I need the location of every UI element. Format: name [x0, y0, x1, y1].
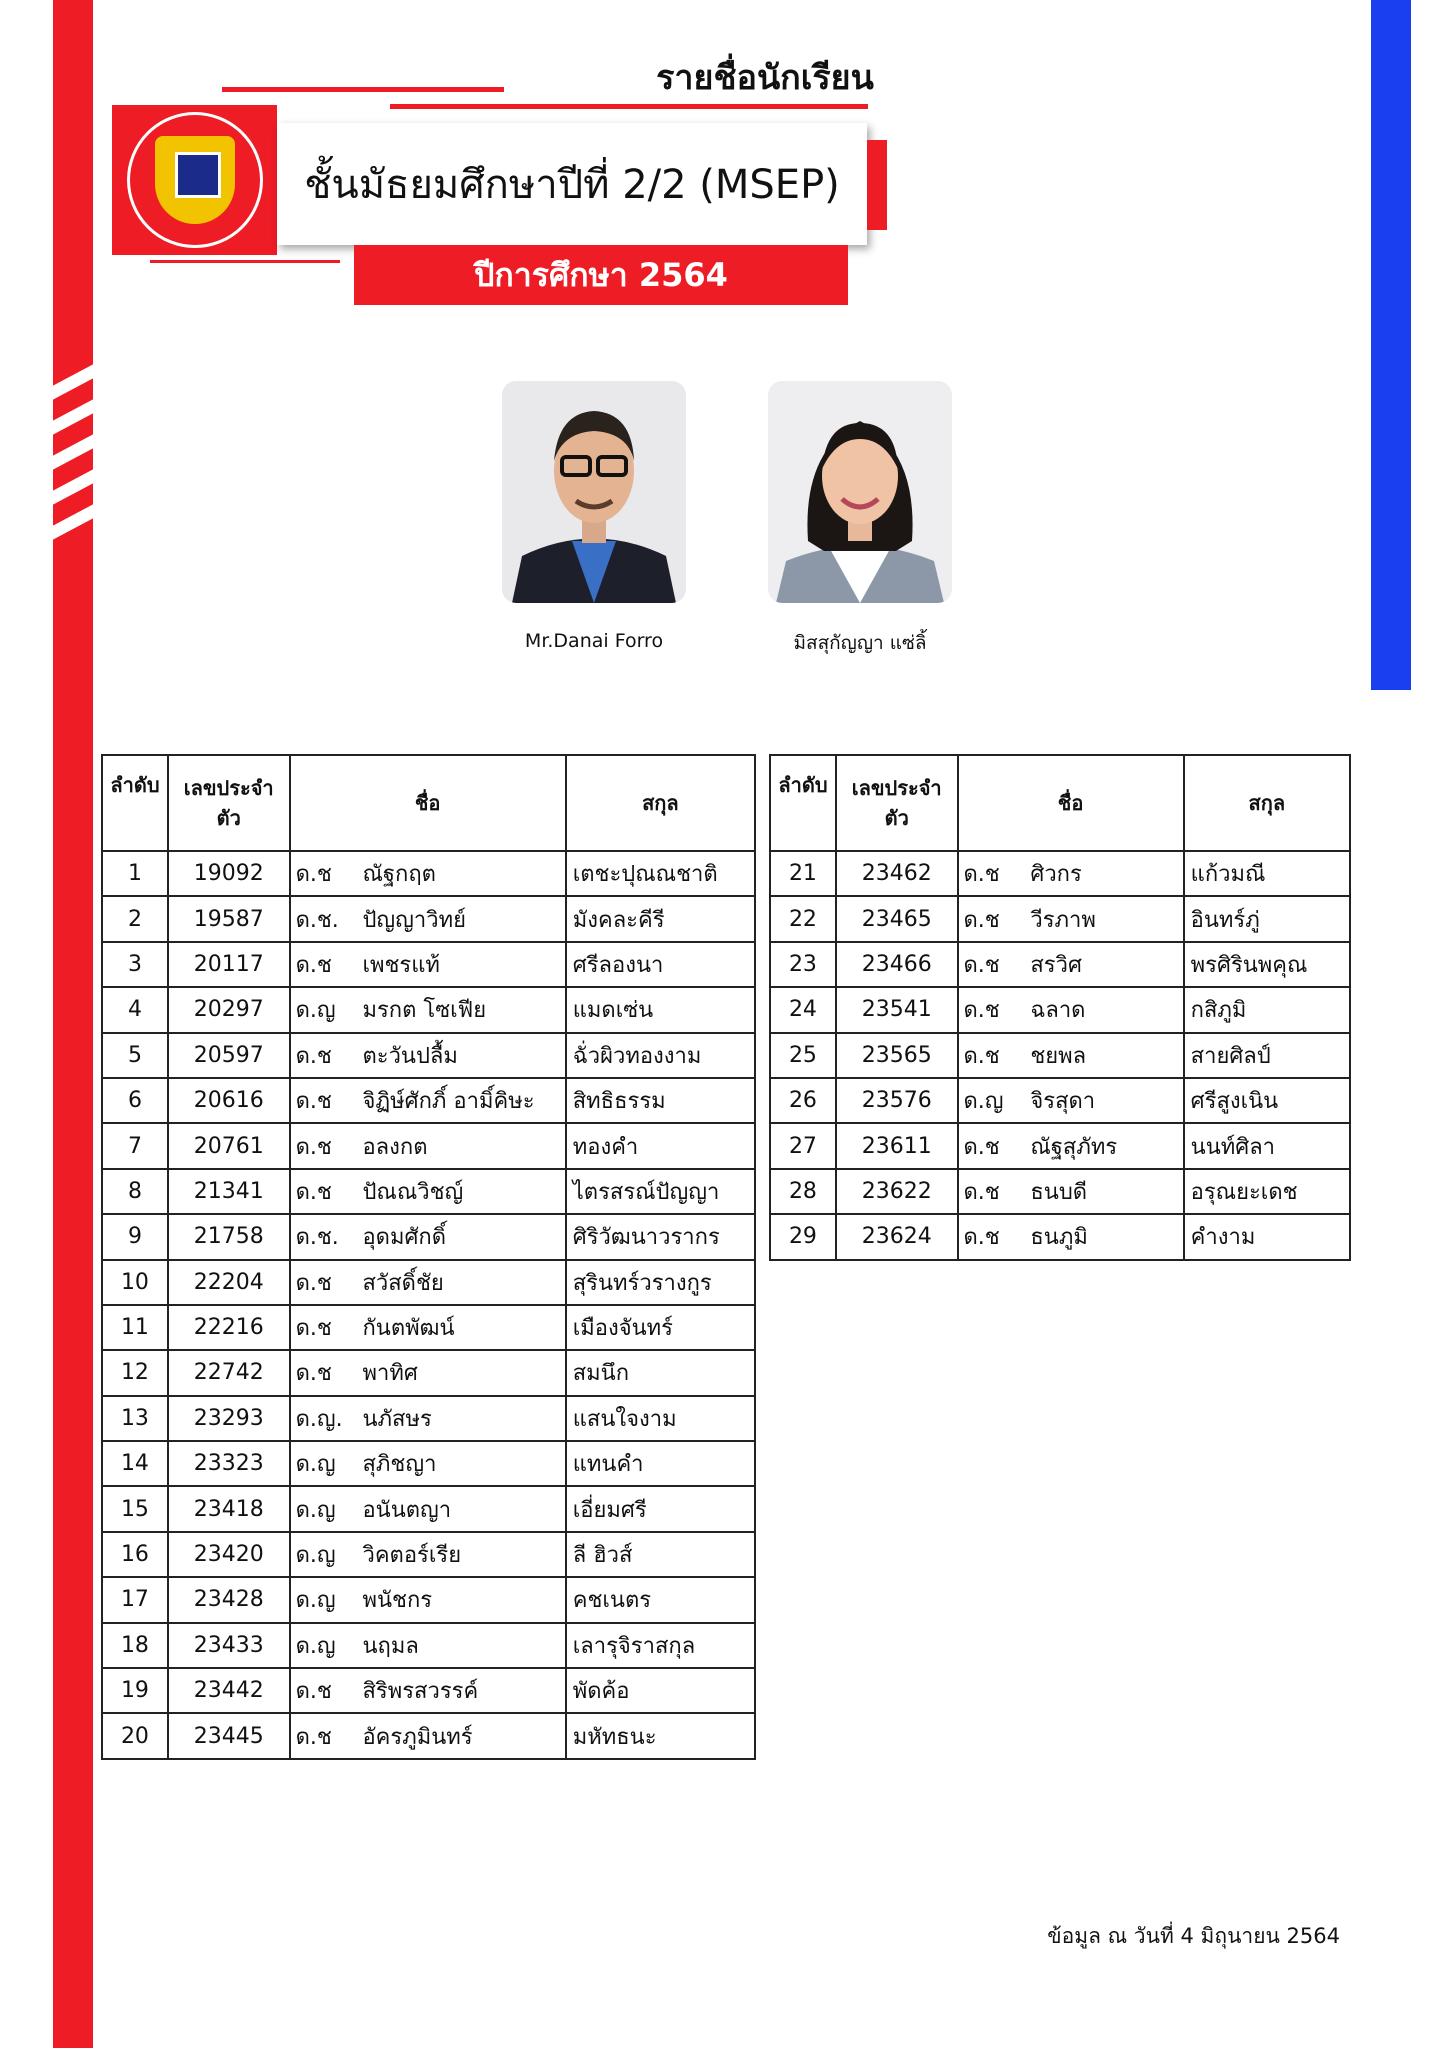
table-row — [102, 1486, 755, 1531]
student-id: 23541 — [836, 987, 958, 1032]
table-row — [770, 942, 1350, 987]
name-prefix: ด.ญ — [290, 1623, 357, 1668]
student-id: 23465 — [836, 896, 958, 941]
row-number: 2 — [102, 896, 168, 941]
last-name: แก้วมณี — [1184, 851, 1350, 896]
table-row — [102, 987, 755, 1032]
row-number: 11 — [102, 1305, 168, 1350]
name-prefix: ด.ช — [290, 1260, 357, 1305]
name-prefix: ด.ช — [290, 1078, 357, 1123]
student-id: 23576 — [836, 1078, 958, 1123]
row-number: 15 — [102, 1486, 168, 1531]
table-row — [770, 851, 1350, 896]
table-row — [102, 1350, 755, 1395]
student-id: 23323 — [168, 1441, 290, 1486]
first-name: วีรภาพ — [1024, 896, 1183, 941]
student-id: 23418 — [168, 1486, 290, 1531]
table-row — [102, 1441, 755, 1486]
table-row — [770, 1033, 1350, 1078]
academic-year: ปีการศึกษา 2564 — [354, 245, 848, 305]
student-id: 23293 — [168, 1396, 290, 1441]
row-number: 18 — [102, 1623, 168, 1668]
last-name: ไตรสรณ์ปัญญา — [566, 1169, 755, 1214]
class-card-accent — [867, 140, 887, 230]
last-name: เตชะปุณณชาติ — [566, 851, 755, 896]
data-date-note: ข้อมูล ณ วันที่ 4 มิถุนายน 2564 — [1047, 1924, 1340, 1948]
col-header-first-name: ชื่อ — [958, 755, 1184, 851]
last-name: เลารุจิราสกุล — [566, 1623, 755, 1668]
school-seal-icon — [127, 112, 263, 248]
first-name: นฤมล — [356, 1623, 565, 1668]
first-name: อัครภูมินทร์ — [356, 1713, 565, 1758]
name-prefix: ด.ช — [290, 942, 357, 987]
row-number: 16 — [102, 1532, 168, 1577]
first-name: ณัฐกฤต — [356, 851, 565, 896]
table-row — [102, 1123, 755, 1168]
col-header-id — [836, 755, 958, 851]
name-prefix: ด.ช — [290, 1668, 357, 1713]
name-prefix: ด.ช — [290, 1305, 357, 1350]
row-number: 7 — [102, 1123, 168, 1168]
decor-line — [222, 87, 504, 92]
first-name: สรวิศ — [1024, 942, 1183, 987]
col-id-label-2: ตัว — [884, 806, 909, 830]
teacher-photo-1 — [502, 381, 686, 603]
first-name: อนันตญา — [356, 1486, 565, 1531]
student-id: 23624 — [836, 1214, 958, 1259]
col-id-label-1: เลขประจำ — [851, 776, 942, 800]
table-row — [102, 1668, 755, 1713]
student-id: 20597 — [168, 1033, 290, 1078]
row-number: 13 — [102, 1396, 168, 1441]
last-name: ศรีสูงเนิน — [1184, 1078, 1350, 1123]
row-number: 6 — [102, 1078, 168, 1123]
last-name: อินทร์ภู่ — [1184, 896, 1350, 941]
student-id: 23420 — [168, 1532, 290, 1577]
last-name: มังคละคีรี — [566, 896, 755, 941]
row-number: 10 — [102, 1260, 168, 1305]
first-name: พาทิศ — [356, 1350, 565, 1395]
row-number: 23 — [770, 942, 836, 987]
name-prefix: ด.ญ — [290, 1577, 357, 1622]
first-name: ณัฐสุภัทร — [1024, 1123, 1183, 1168]
last-name: คชเนตร — [566, 1577, 755, 1622]
table-row — [770, 1214, 1350, 1259]
table-row — [770, 896, 1350, 941]
table-row — [102, 1532, 755, 1577]
last-name: พัดค้อ — [566, 1668, 755, 1713]
first-name: สวัสดิ์ชัย — [356, 1260, 565, 1305]
row-number: 29 — [770, 1214, 836, 1259]
decor-line — [150, 260, 340, 263]
table-row — [770, 1123, 1350, 1168]
row-number: 25 — [770, 1033, 836, 1078]
first-name: ธนภูมิ — [1024, 1214, 1183, 1259]
class-name: ชั้นมัธยมศึกษาปีที่ 2/2 (MSEP) — [304, 162, 840, 208]
col-id-label-1: เลขประจำ — [183, 776, 274, 800]
name-prefix: ด.ช — [290, 1713, 357, 1758]
name-prefix: ด.ญ — [290, 987, 357, 1032]
student-id: 20616 — [168, 1078, 290, 1123]
left-red-bar — [53, 0, 93, 2048]
col-no-label: ลำดับ — [110, 773, 160, 797]
student-id: 23433 — [168, 1623, 290, 1668]
table-row — [770, 987, 1350, 1032]
name-prefix: ด.ช — [958, 1214, 1025, 1259]
name-prefix: ด.ญ — [290, 1532, 357, 1577]
last-name: พรศิรินพคุณ — [1184, 942, 1350, 987]
student-id: 20117 — [168, 942, 290, 987]
right-blue-bar — [1371, 0, 1411, 690]
last-name: คำงาม — [1184, 1214, 1350, 1259]
name-prefix: ด.ญ — [290, 1441, 357, 1486]
col-header-last-name: สกุล — [1184, 755, 1350, 851]
row-number: 5 — [102, 1033, 168, 1078]
roster-table-left — [101, 754, 756, 1760]
table-row — [102, 1305, 755, 1350]
last-name: มหัทธนะ — [566, 1713, 755, 1758]
row-number: 26 — [770, 1078, 836, 1123]
table-header-row — [102, 755, 755, 851]
last-name: เอี่ยมศรี — [566, 1486, 755, 1531]
first-name: เพชรแท้ — [356, 942, 565, 987]
first-name: สิริพรสวรรค์ — [356, 1668, 565, 1713]
last-name: ศิริวัฒนาวรากร — [566, 1214, 755, 1259]
last-name: สมนึก — [566, 1350, 755, 1395]
roster-table-right — [769, 754, 1351, 1261]
student-id: 23428 — [168, 1577, 290, 1622]
first-name: อลงกต — [356, 1123, 565, 1168]
col-header-no — [102, 755, 168, 851]
student-id: 23622 — [836, 1169, 958, 1214]
row-number: 21 — [770, 851, 836, 896]
table-row — [102, 1169, 755, 1214]
last-name: นนท์ศิลา — [1184, 1123, 1350, 1168]
name-prefix: ด.ช — [290, 1169, 357, 1214]
name-prefix: ด.ช — [958, 851, 1025, 896]
row-number: 20 — [102, 1713, 168, 1758]
row-number: 28 — [770, 1169, 836, 1214]
name-prefix: ด.ช — [958, 987, 1025, 1032]
student-id: 19587 — [168, 896, 290, 941]
name-prefix: ด.ช — [290, 851, 357, 896]
last-name: สิทธิธรรม — [566, 1078, 755, 1123]
student-id: 21341 — [168, 1169, 290, 1214]
last-name: เมืองจันทร์ — [566, 1305, 755, 1350]
name-prefix: ด.ช — [958, 942, 1025, 987]
row-number: 22 — [770, 896, 836, 941]
student-id: 23611 — [836, 1123, 958, 1168]
table-row — [102, 1577, 755, 1622]
student-id: 22742 — [168, 1350, 290, 1395]
name-prefix: ด.ญ. — [290, 1396, 357, 1441]
name-prefix: ด.ช — [958, 1123, 1025, 1168]
student-id: 23445 — [168, 1713, 290, 1758]
last-name: แทนคำ — [566, 1441, 755, 1486]
first-name: อุดมศักดิ์ — [356, 1214, 565, 1259]
last-name: แสนใจงาม — [566, 1396, 755, 1441]
name-prefix: ด.ญ — [958, 1078, 1025, 1123]
first-name: กันตพัฒน์ — [356, 1305, 565, 1350]
table-row — [102, 1396, 755, 1441]
first-name: ชยพล — [1024, 1033, 1183, 1078]
name-prefix: ด.ช — [958, 1033, 1025, 1078]
row-number: 3 — [102, 942, 168, 987]
table-row — [770, 1169, 1350, 1214]
name-prefix: ด.ช. — [290, 1214, 357, 1259]
name-prefix: ด.ช — [290, 1123, 357, 1168]
first-name: ธนบดี — [1024, 1169, 1183, 1214]
table-row — [102, 1078, 755, 1123]
school-logo — [112, 105, 277, 255]
student-id: 19092 — [168, 851, 290, 896]
last-name: กสิภูมิ — [1184, 987, 1350, 1032]
student-id: 23565 — [836, 1033, 958, 1078]
teacher-name-1: Mr.Danai Forro — [524, 630, 664, 652]
first-name: จิฏิษ์ศักภิ์ อามิ์คิษะ — [356, 1078, 565, 1123]
student-id: 20761 — [168, 1123, 290, 1168]
first-name: สุภิชญา — [356, 1441, 565, 1486]
table-row — [102, 851, 755, 896]
first-name: พนัชกร — [356, 1577, 565, 1622]
table-row — [102, 1260, 755, 1305]
first-name: ปัณณวิชญ์ — [356, 1169, 565, 1214]
teacher-photo-2 — [768, 381, 952, 603]
last-name: อรุณยะเดช — [1184, 1169, 1350, 1214]
row-number: 19 — [102, 1668, 168, 1713]
table-row — [102, 1623, 755, 1668]
last-name: สายศิลป์ — [1184, 1033, 1350, 1078]
last-name: ศรีลองนา — [566, 942, 755, 987]
first-name: วิคตอร์เรีย — [356, 1532, 565, 1577]
teacher-name-2: มิสสุกัญญา แซ่ลิ้ — [793, 632, 927, 654]
last-name: สุรินทร์วรางกูร — [566, 1260, 755, 1305]
col-no-label: ลำดับ — [778, 773, 828, 797]
student-id: 22216 — [168, 1305, 290, 1350]
row-number: 14 — [102, 1441, 168, 1486]
row-number: 27 — [770, 1123, 836, 1168]
row-number: 1 — [102, 851, 168, 896]
first-name: ตะวันปลื้ม — [356, 1033, 565, 1078]
col-header-last-name: สกุล — [566, 755, 755, 851]
table-row — [102, 1214, 755, 1259]
row-number: 17 — [102, 1577, 168, 1622]
table-row — [102, 896, 755, 941]
last-name: ฉั่วผิวทองงาม — [566, 1033, 755, 1078]
col-header-first-name: ชื่อ — [290, 755, 566, 851]
row-number: 12 — [102, 1350, 168, 1395]
student-id: 21758 — [168, 1214, 290, 1259]
table-row — [770, 1078, 1350, 1123]
first-name: ฉลาด — [1024, 987, 1183, 1032]
table-row — [102, 1033, 755, 1078]
col-header-id — [168, 755, 290, 851]
row-number: 9 — [102, 1214, 168, 1259]
name-prefix: ด.ช — [958, 896, 1025, 941]
page-title: รายชื่อนักเรียน — [656, 58, 874, 98]
first-name: ปัญญาวิทย์ — [356, 896, 565, 941]
col-id-label-2: ตัว — [216, 806, 241, 830]
student-id: 20297 — [168, 987, 290, 1032]
student-id: 22204 — [168, 1260, 290, 1305]
last-name: ลี ฮิวส์ — [566, 1532, 755, 1577]
decor-line — [390, 104, 868, 109]
student-id: 23466 — [836, 942, 958, 987]
student-id: 23462 — [836, 851, 958, 896]
name-prefix: ด.ช — [958, 1169, 1025, 1214]
name-prefix: ด.ช. — [290, 896, 357, 941]
name-prefix: ด.ช — [290, 1350, 357, 1395]
row-number: 4 — [102, 987, 168, 1032]
row-number: 24 — [770, 987, 836, 1032]
last-name: แมดเซ่น — [566, 987, 755, 1032]
name-prefix: ด.ช — [290, 1033, 357, 1078]
student-id: 23442 — [168, 1668, 290, 1713]
first-name: มรกต โซเฟีย — [356, 987, 565, 1032]
table-header-row — [770, 755, 1350, 851]
row-number: 8 — [102, 1169, 168, 1214]
first-name: จิรสุดา — [1024, 1078, 1183, 1123]
first-name: ศิวกร — [1024, 851, 1183, 896]
col-header-no — [770, 755, 836, 851]
first-name: นภัสษร — [356, 1396, 565, 1441]
table-row — [102, 942, 755, 987]
table-row — [102, 1713, 755, 1758]
last-name: ทองคำ — [566, 1123, 755, 1168]
name-prefix: ด.ญ — [290, 1486, 357, 1531]
